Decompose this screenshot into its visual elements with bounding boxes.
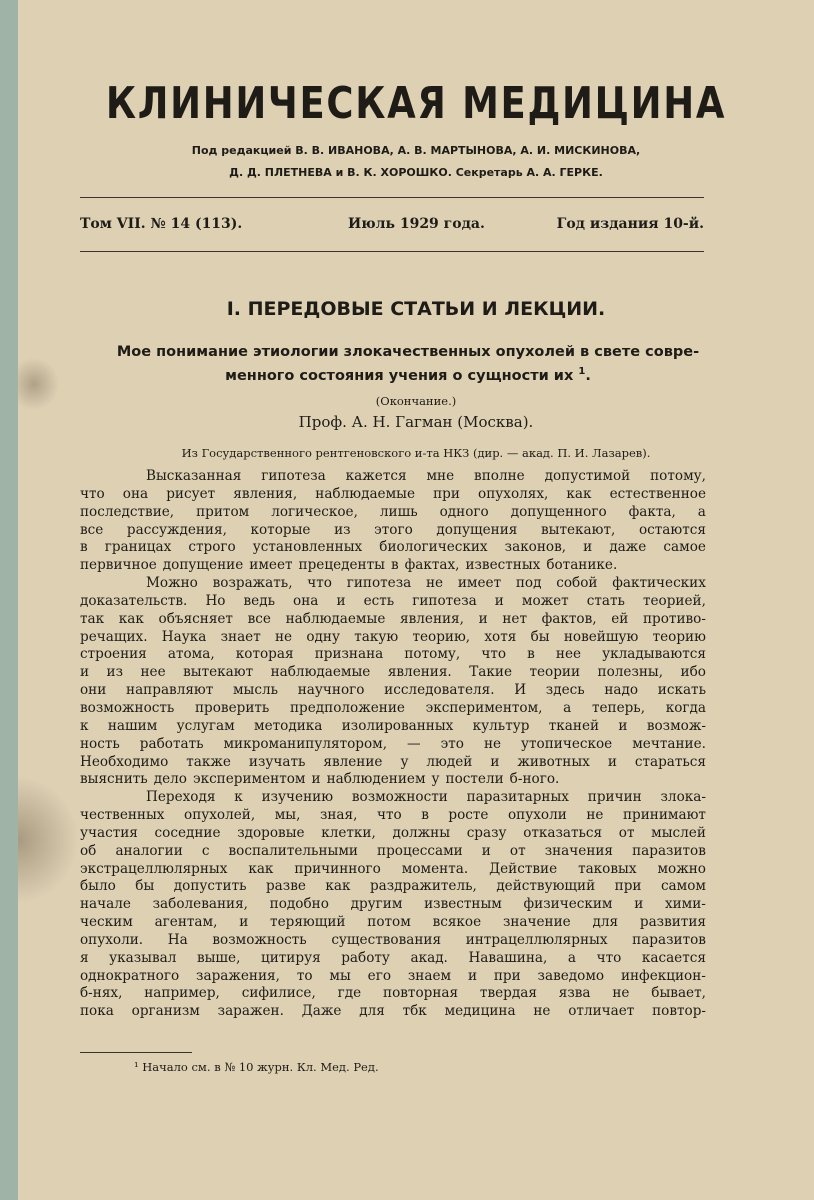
title-footnote-marker: 1	[578, 366, 586, 377]
footnote-divider	[80, 1052, 192, 1053]
body-line: выяснить дело экспериментом и наблюдением у постели б-ного.	[80, 771, 560, 788]
body-line: доказательств. Но ведь она и есть гипотеза и может стать теорией,	[80, 592, 706, 609]
issue-date: Июль 1929 года.	[348, 216, 485, 232]
body-line: экстрацеллюлярных как причинного момента. Действие таковых можно	[80, 860, 706, 877]
article-title-text: менного состояния учения о сущности их	[225, 367, 574, 384]
editors-line-2: Д. Д. ПЛЕТНЕВА и В. К. ХОРОШКО. Секретарь А. А. ГЕРКЕ.	[229, 166, 603, 179]
journal-title: КЛИНИЧЕСКАЯ МЕДИЦИНА	[105, 78, 727, 129]
article-author: Проф. А. Н. Гагман (Москва).	[298, 413, 534, 431]
journal-page	[18, 0, 814, 1200]
body-line: Можно возражать, что гипотеза не имеет под собой фактических	[146, 575, 706, 592]
body-line: однократного заражения, то мы его знаем и при заведомо инфекцион-	[80, 967, 706, 984]
body-line: начале заболевания, подобно другим известным физическим и хими-	[80, 896, 706, 913]
editors-line-1: Под редакцией В. В. ИВАНОВА, А. В. МАРТЫНОВА, А. И. МИСКИНОВА,	[191, 144, 641, 157]
header-divider-bottom	[80, 251, 704, 252]
body-line: последствие, притом логическое, лишь одного допущенного факта, а	[80, 503, 706, 520]
article-body	[80, 468, 706, 1021]
body-line: они направляют мысль научного исследователя. И здесь надо искать	[80, 682, 706, 699]
body-line: б-нях, например, сифилисе, где повторная твердая язва не бывает,	[80, 985, 706, 1002]
body-line: ческим агентам, и теряющий потом всякое значение для развития	[80, 914, 706, 931]
body-line: пока организм заражен. Даже для тбк медицина не отличает повтор-	[80, 1003, 706, 1020]
body-line: что она рисует явления, наблюдаемые при опухолях, как естественное	[80, 485, 706, 502]
continuation-note: (Окончание.)	[375, 394, 457, 408]
body-line: так как объясняет все наблюдаемые явления, и нет фактов, ей противо-	[80, 610, 706, 627]
body-line: строения атома, которая признана потому, что в нее укладываются	[80, 646, 706, 663]
publication-year: Год издания 10-й.	[556, 216, 704, 232]
body-line: Необходимо также изучать явление у людей и животных и стараться	[80, 753, 706, 770]
body-line: Переходя к изучению возможности паразитарных причин злока-	[146, 789, 706, 806]
article-title-line-1: Мое понимание этиологии злокачественных опухолей в свете совре-	[116, 344, 700, 360]
volume-number: Том VII. № 14 (113).	[80, 216, 243, 232]
body-line: к нашим услугам методика изолированных культур тканей и возмож-	[80, 717, 706, 734]
article-title-line-2: менного состояния учения о сущности их $^1$.	[225, 366, 591, 384]
author-institution: Из Государственного рентгеновского и-та НКЗ (дир. — акад. П. И. Лазарев).	[181, 446, 651, 460]
body-line: об аналогии с воспалительными процессами и от значения паразитов	[80, 842, 706, 859]
body-line: было бы допустить разве как раздражитель, действующий при самом	[80, 878, 706, 895]
footnote: ¹ Начало см. в № 10 журн. Кл. Мед. Ред.	[134, 1060, 379, 1074]
header-divider-top	[80, 197, 704, 198]
body-line: я указывал выше, цитируя работу акад. Навашина, а что касается	[80, 949, 706, 966]
body-line: и из нее вытекают наблюдаемые явления. Такие теории полезны, ибо	[80, 664, 706, 681]
body-line: ность работать микроманипулятором, — это не утопическое мечтание.	[80, 735, 706, 752]
body-line: участия соседние здоровые клетки, должны сразу отказаться от мыслей	[80, 824, 706, 841]
body-line: Высказанная гипотеза кажется мне вполне допустимой потому,	[146, 468, 706, 484]
body-line: все рассуждения, которые из этого допущения вытекают, остаются	[80, 521, 706, 538]
section-heading: I. ПЕРЕДОВЫЕ СТАТЬИ И ЛЕКЦИИ.	[226, 298, 606, 320]
body-line: в границах строго установленных биологических законов, и даже самое	[80, 539, 706, 556]
body-line: возможность проверить предположение экспериментом, а теперь, когда	[80, 699, 706, 716]
body-line: опухоли. На возможность существования интрацеллюлярных паразитов	[80, 931, 706, 948]
body-line: первичное допущение имеет прецеденты в фактах, известных ботанике.	[80, 557, 618, 574]
body-line: чественных опухолей, мы, зная, что в росте опухоли не принимают	[80, 807, 706, 824]
body-line: речащих. Наука знает не одну такую теорию, хотя бы новейшую теорию	[80, 628, 706, 645]
